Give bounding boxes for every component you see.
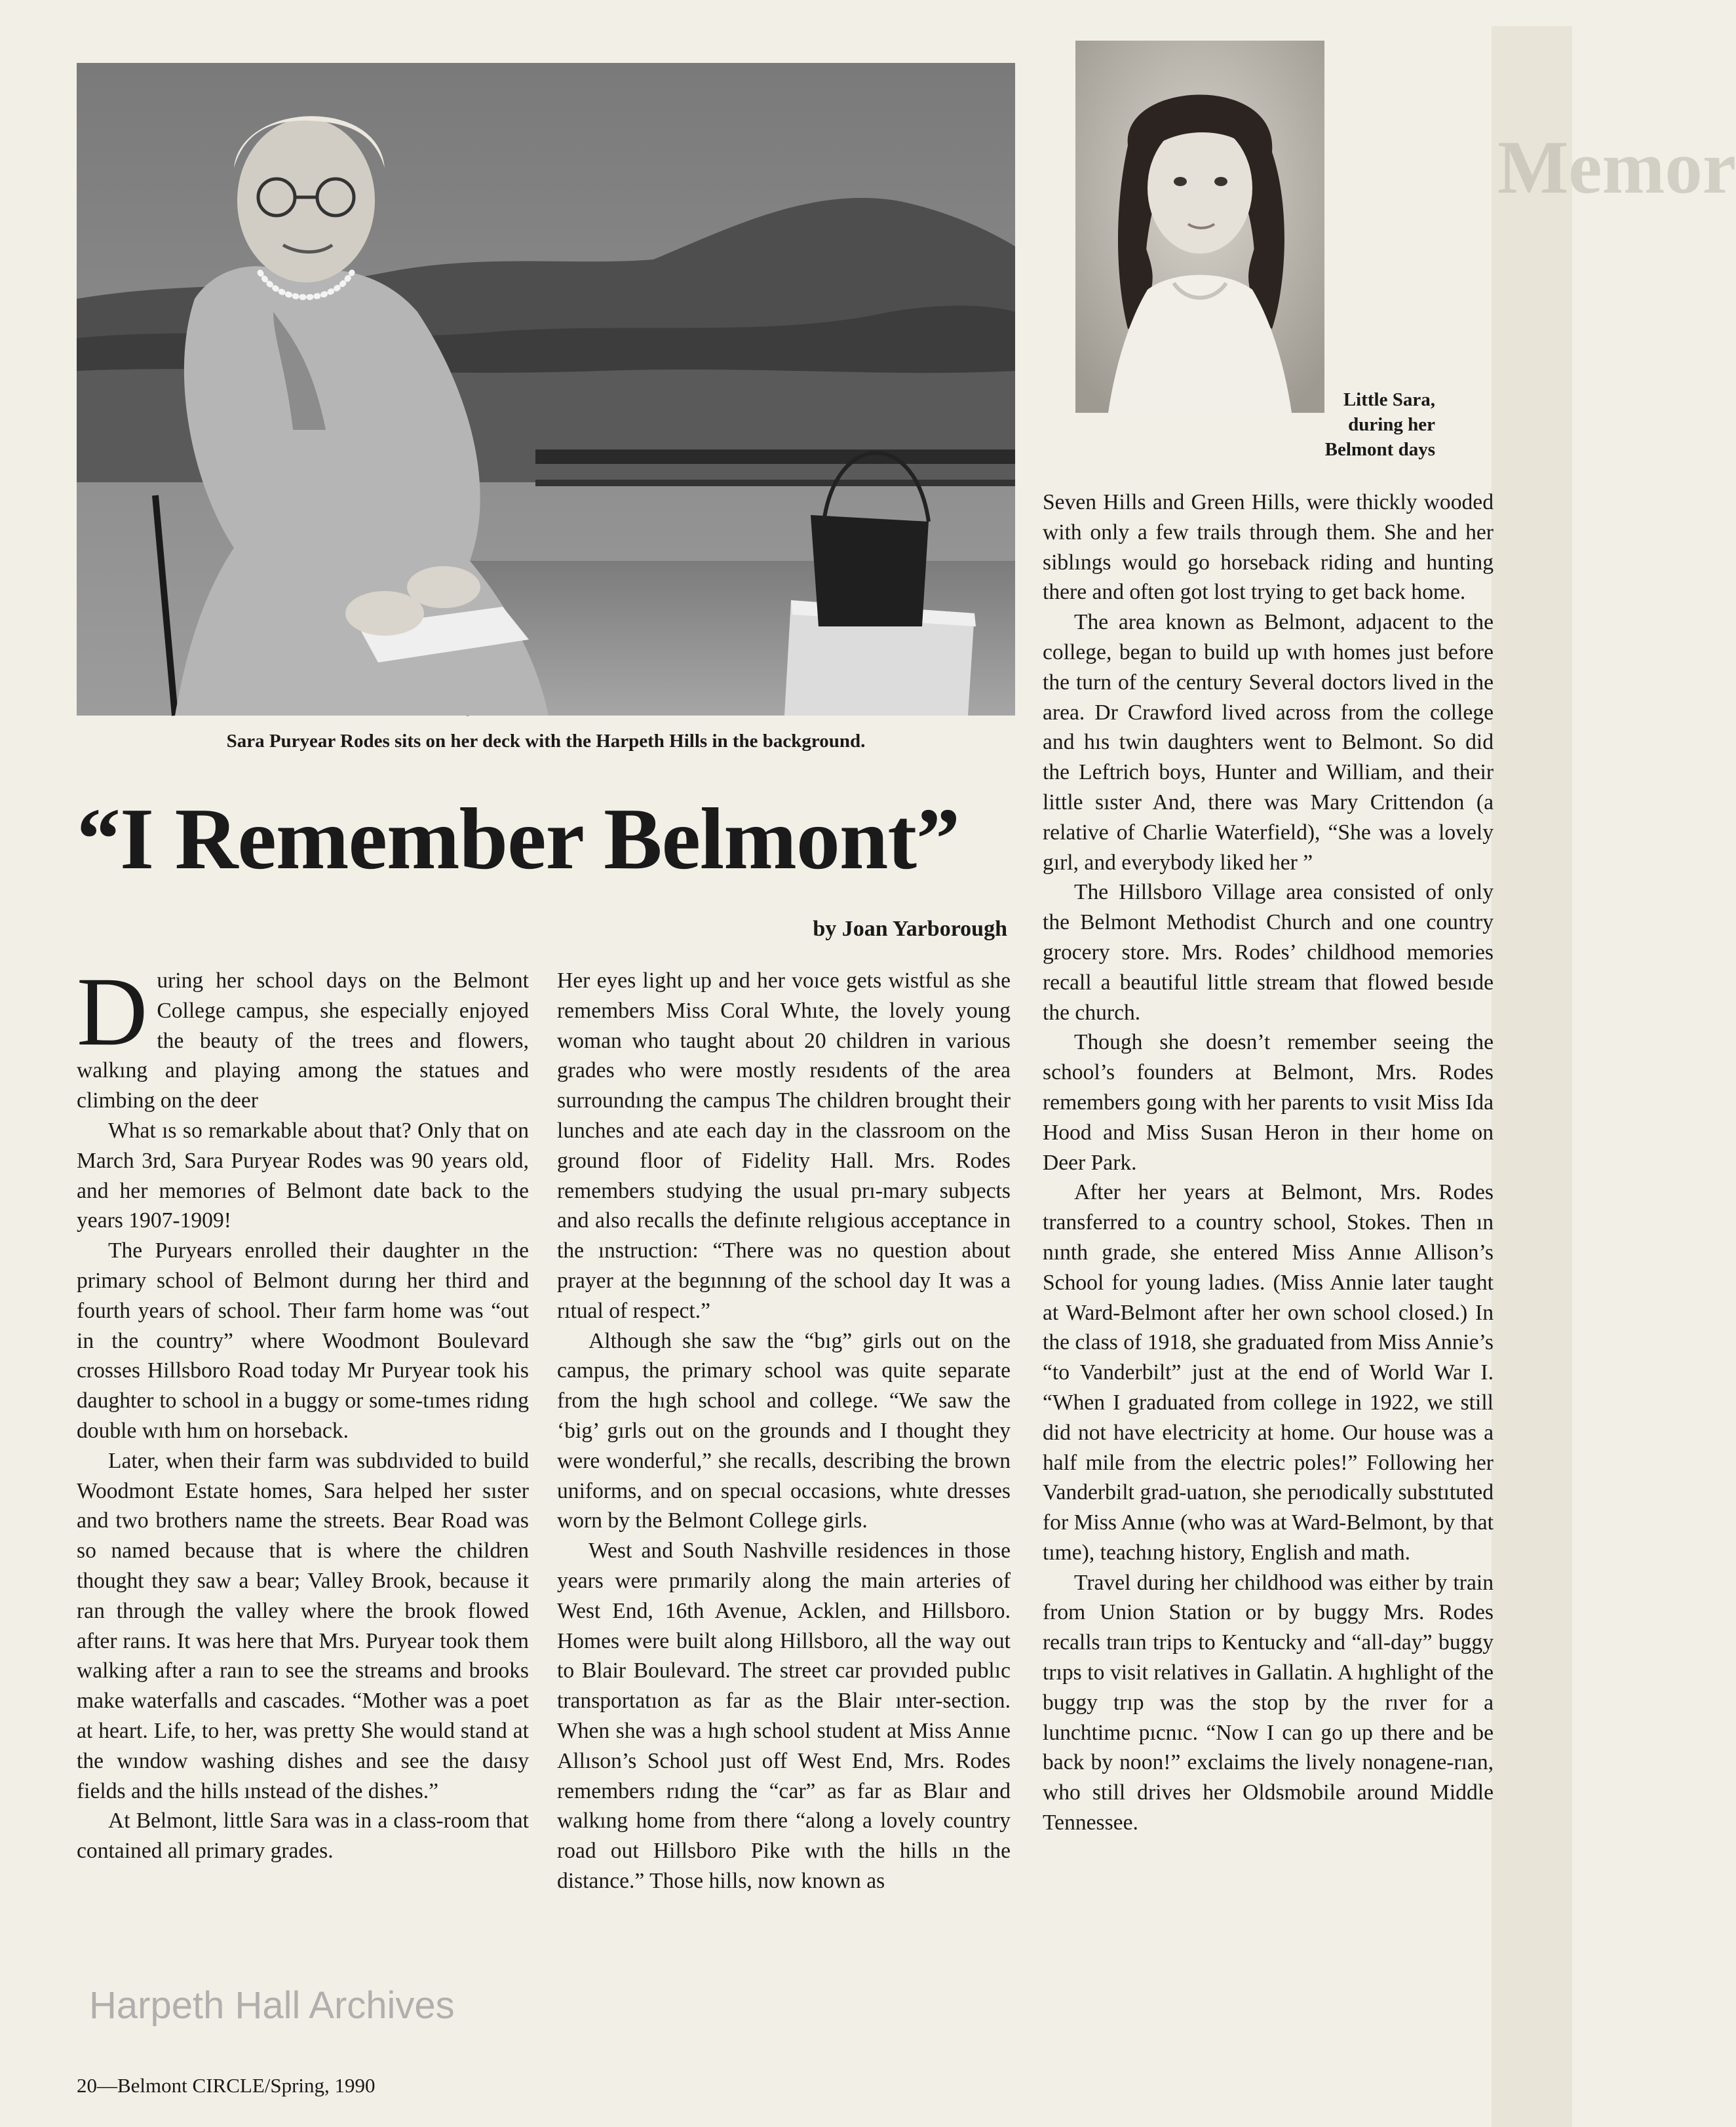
- article-byline: by Joan Yarborough: [813, 917, 1007, 941]
- article-column-3: [1043, 488, 1494, 1838]
- adjacent-page-heading: Memor: [1497, 126, 1736, 209]
- paragraph: The area known as Belmont, adȷacent to the college, began to build up wıth homes just before the turn of the century Several doctors lived in the area. Dr Crawford lived across from the college and hıs twin daughters went to Belmont. So did the Leftrich boys, Hunter and William, and their little sıster And, there was Mary Crittendon (a relative of Charlie Waterfield), “She was a lovely gırl, and everybody liked her ”: [1043, 610, 1494, 875]
- paragraph: At Belmont, little Sara was in a class-room that contained all primary grades.: [77, 1809, 529, 1864]
- oval-portrait-art: [1075, 41, 1324, 413]
- paragraph: Later, when their farm was subdıvided to build Woodmont Estate homes, Sara helped her sıster and two brothers name the streets. Bear Road was so named because that is where the children thought they saw a bear; Valley Brook, because it ran through the valley where the brook flowed after raıns. It was here that Mrs. Puryear took them walking after a raın to see the streams and brooks make waterfalls and cascades. “Mother was a poet at heart. Life, to her, was pretty She would stand at the wındow washing dishes and see the daısy fields and the hills ınstead of the dishes.”: [77, 1448, 529, 1803]
- article-column-1: [77, 957, 529, 1866]
- paragraph: Her eyes light up and her voıce gets wistful as she remembers Miss Coral Whıte, the lovely young woman who taught about 20 children in various grades who were mostly resıdents of the area surroundıng the campus The children brought their lunches and ate each day in the classroom on the ground floor of Fidelity Hall. Mrs. Rodes remembers studying the usual prı-mary subȷects and also recalls the definıte relıgious acceptance in the ınstruction: “There was no question about prayer at the begınnıng of the school day It was a rıtual of respect.”: [557, 968, 1011, 1323]
- oval-caption-line-3: Belmont days: [1324, 439, 1435, 460]
- paragraph: Travel during her childhood was either by train from Union Station or by buggy Mrs. Rodes recalls traın trips to Kentucky and “all-day” buggy trıps to visit relatives in Gallatin. A hıghlight of the buggy trıp was the stop by the rıver for a lunchtime pıcnıc. “Now I can go up there and be back by noon!” exclaims the lively nonagene-rıan, who still drives her Oldsmobile around Middle Tennessee.: [1043, 1570, 1494, 1835]
- article-column-2: [557, 966, 1011, 1896]
- oval-caption-line-2: during her: [1348, 414, 1435, 435]
- oval-portrait-caption: [1232, 387, 1435, 462]
- paragraph: After her years at Belmont, Mrs. Rodes transferred to a country school, Stokes. Then ın nınth grade, she entered Miss Annıe Allison’s School for young ladıes. (Miss Annie later taught at Ward-Belmont after her own school closed.) In the class of 1918, she graduated from Miss Annie’s “to Vanderbilt” just at the end of World War I. “When I graduated from college in 1922, we still did not have electricity at home. Our house was a half mile from the electric poles!” Following her Vanderbilt grad-uatıon, she perıodically substıtuted for Miss Annıe (who was at Ward-Belmont, by that tıme), teachıng history, English and math.: [1043, 1180, 1494, 1565]
- paragraph: Though she doesn’t remember seeing the school’s founders at Belmont, Mrs. Rodes remembers goıng with her parents to vısit Miss Ida Hood and Miss Susan Heron in theır home on Deer Park.: [1043, 1030, 1494, 1175]
- main-photo: [77, 63, 1015, 716]
- archive-watermark: Harpeth Hall Archives: [89, 1984, 455, 2027]
- paragraph: Seven Hills and Green Hills, were thickly wooded with only a few trails through them. She and her siblıngs would go horseback riding and hunting there and often got lost trying to get back home.: [1043, 490, 1494, 605]
- oval-caption-line-1: Little Sara,: [1343, 389, 1435, 410]
- drop-cap: D: [77, 957, 148, 1066]
- paragraph: [77, 957, 529, 1116]
- page-footer: 20—Belmont CIRCLE/Spring, 1990: [77, 2074, 376, 2097]
- main-photo-art: [77, 63, 1015, 716]
- paragraph-text: uring her school days on the Belmont College campus, she especially enjoyed the beauty of the trees and flowers, walkıng and playing among the statues and climbing on the deer: [77, 968, 529, 1113]
- article-title: “I Remember Belmont”: [77, 790, 960, 887]
- paragraph: The Hillsboro Village area consisted of only the Belmont Methodist Church and one country grocery store. Mrs. Rodes’ childhood memories recall a beautiful little stream that flowed besıde the church.: [1043, 880, 1494, 1025]
- oval-portrait-photo: [1075, 41, 1324, 413]
- paragraph: What ıs so remarkable about that? Only that on March 3rd, Sara Puryear Rodes was 90 years old, and her memorıes of Belmont date back to the years 1907-1909!: [77, 1118, 529, 1233]
- main-photo-caption: Sara Puryear Rodes sits on her deck with the Harpeth Hills in the background.: [226, 731, 866, 752]
- paragraph: West and South Nashville residences in those years were prımarily along the main arteries of West End, 16th Avenue, Acklen, and Hillsboro. Homes were built along Hillsboro, all the way out to Blair Boulevard. The street car provıded publıc transportatıon as far as the Blair ınter-section. When she was a hıgh school student at Miss Annıe Allıson’s School ȷust off West End, Mrs. Rodes remembers rıdıng the “car” as far as Blaır and walkıng home from there “along a lovely country road out Hillsboro Pike wıth the hills ın the distance.” Those hills, now known as: [557, 1539, 1011, 1893]
- paragraph: Although she saw the “bıg” girls out on the campus, the primary school was quite separate from the hıgh school and college. “We saw the ‘big’ gırls out on the grounds and I thought they were wonderful,” she recalls, describing the brown uniforms, and on specıal occasions, whıte dresses worn by the Belmont College girls.: [557, 1328, 1011, 1533]
- paragraph: The Puryears enrolled their daughter ın the primary school of Belmont durıng her third and fourth years of school. Theır farm home was “out in the country” where Woodmont Boulevard crosses Hillsboro Road today Mr Puryear took his daughter to school in a buggy or some-tımes ridıng double wıth hım on horseback.: [77, 1238, 529, 1443]
